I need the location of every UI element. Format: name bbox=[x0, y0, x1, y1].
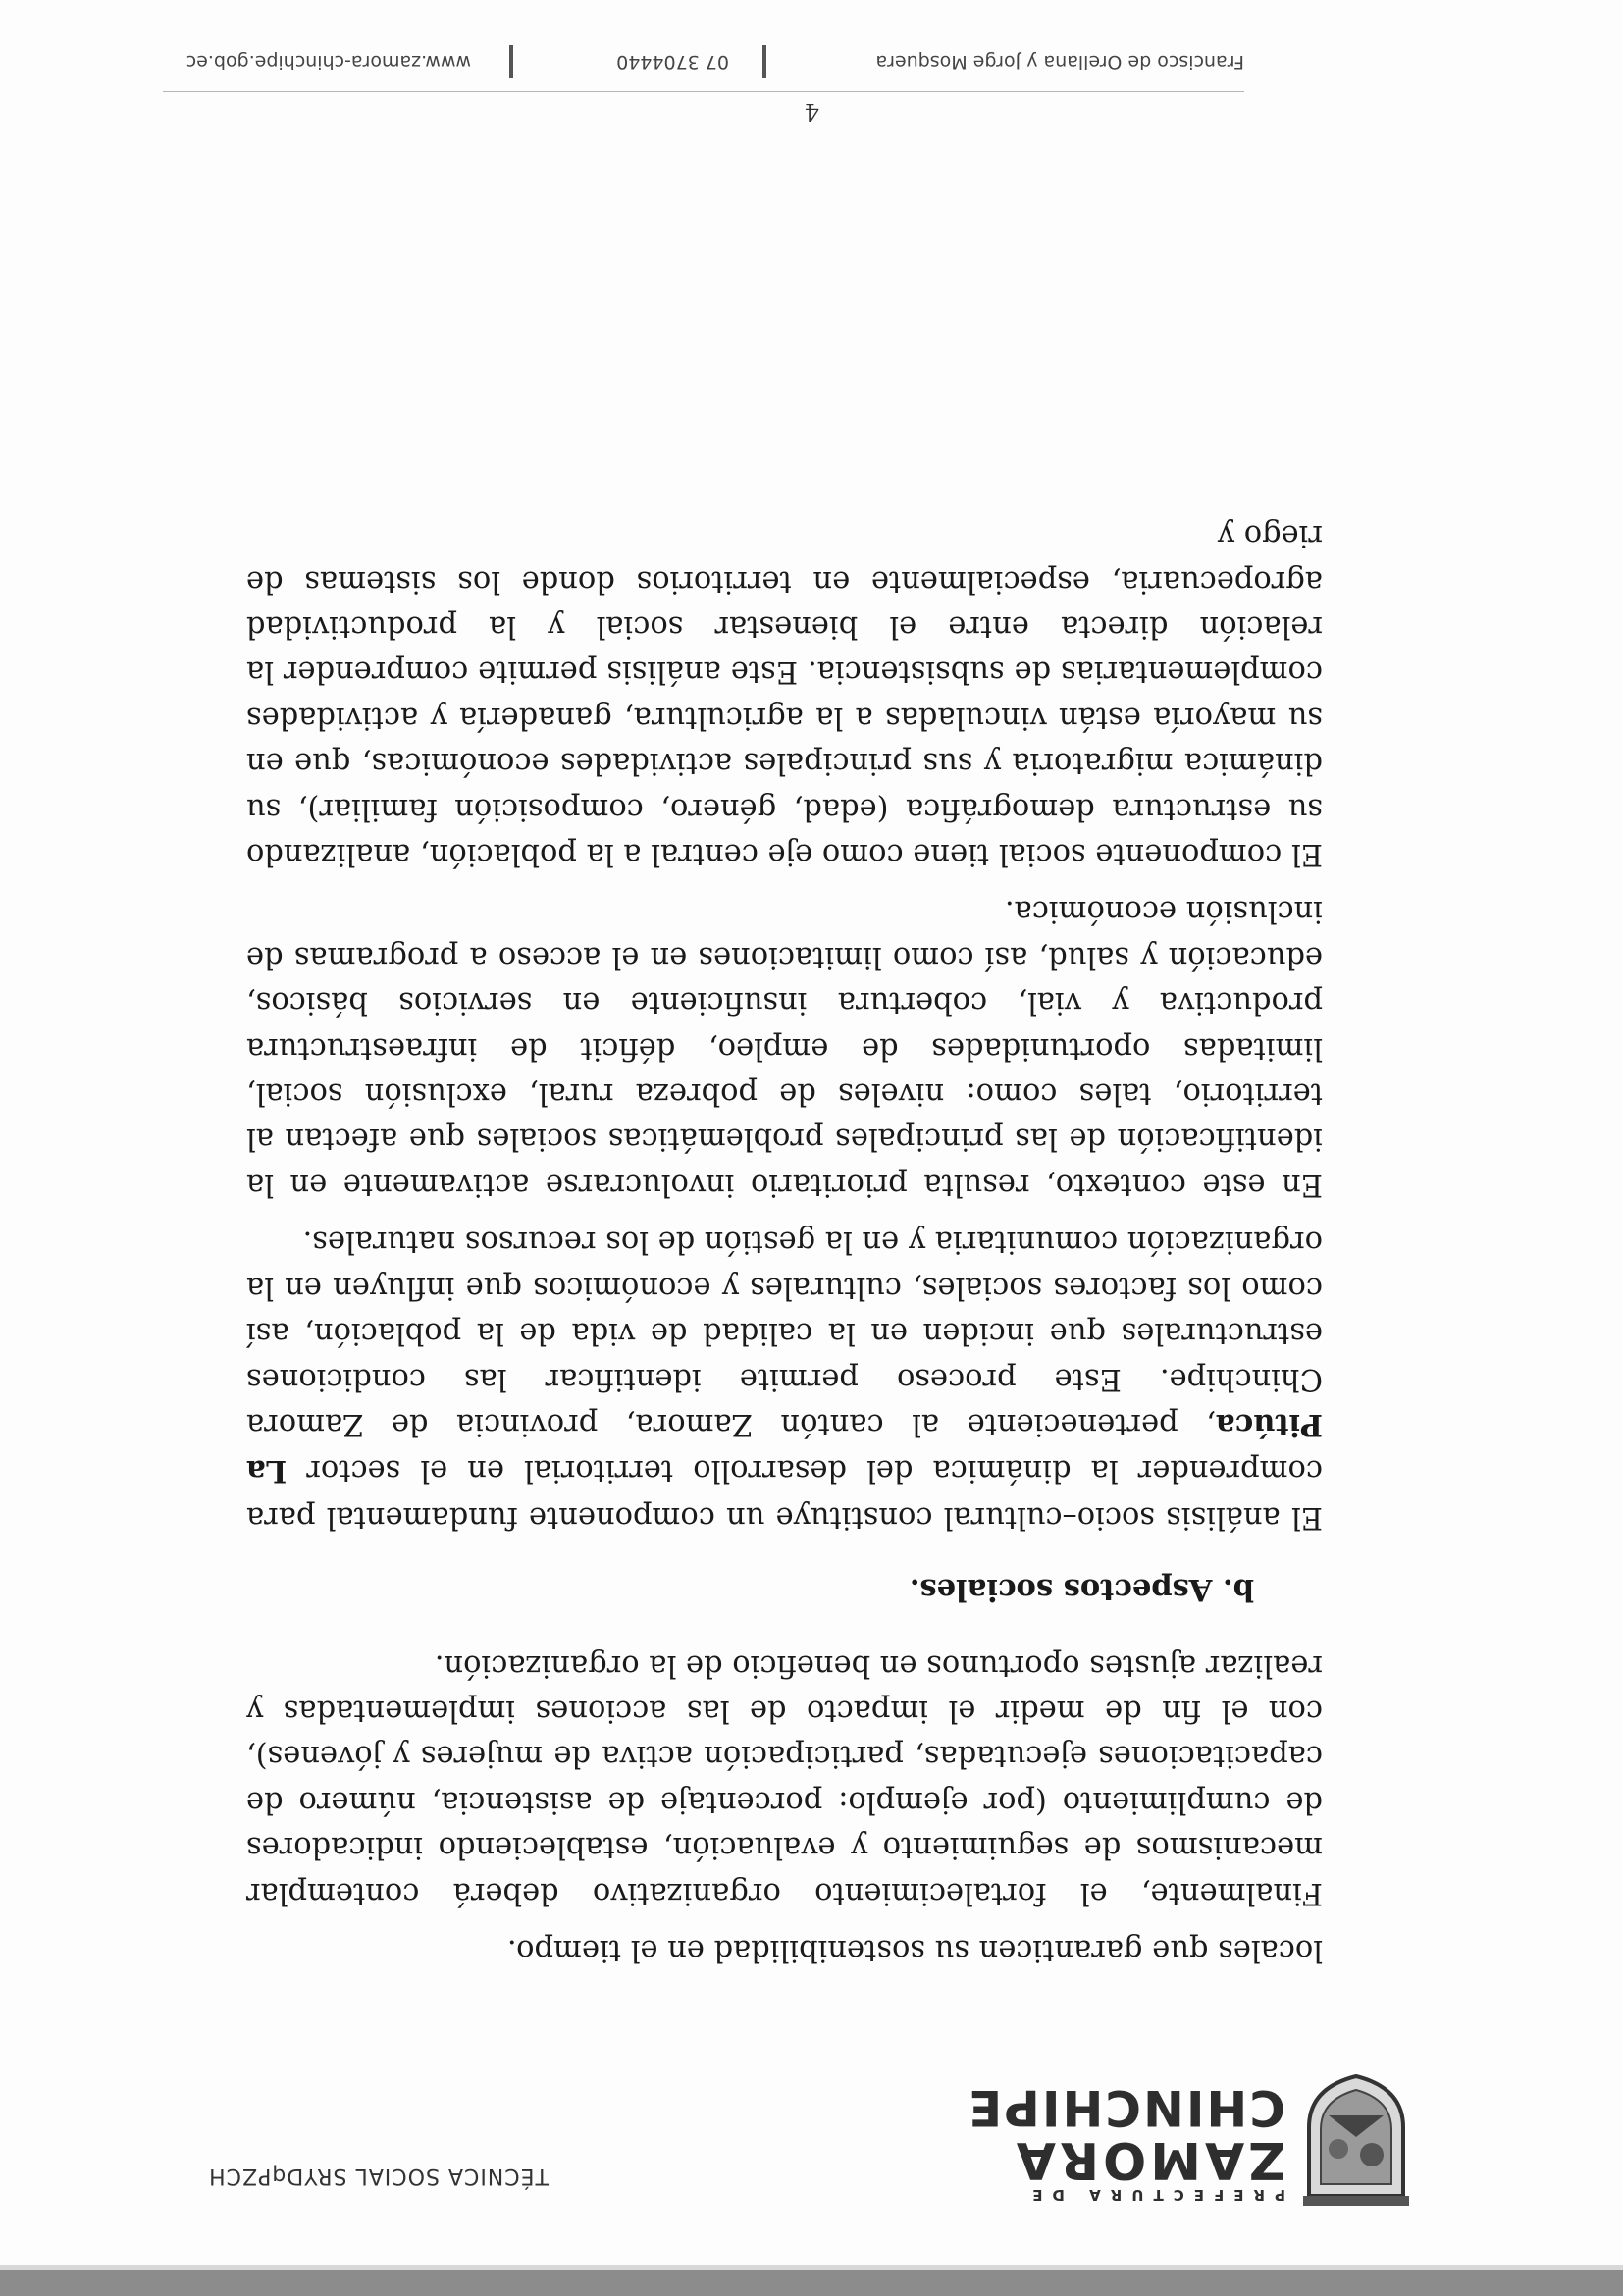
footer-website: www.zamora-chinchipe.gob.ec bbox=[185, 51, 471, 73]
paragraph-componente: El componente social tiene como eje central a la población, analizando su estructura demográfica (edad, género, composición familiar), su dinámica migratoria y sus principales actividades económicas, que en su mayoría están vinculadas a la agricultura, ganadería y actividades complementarias de subsistencia. Este análisis permite comprender la relación directa entre el bienestar social y la productividad agropecuaria, especialmente en territorios donde los sistemas de riego y bbox=[246, 518, 1323, 872]
footer bbox=[163, 39, 1244, 78]
document-body bbox=[246, 500, 1323, 1972]
section-heading: b. Aspectos sociales. bbox=[909, 1572, 1254, 1608]
logo-line-chinchipe: CHINCHIPE bbox=[967, 2079, 1285, 2136]
prefectura-logo bbox=[952, 2066, 1413, 2214]
logo-line-prefectura: PREFECTURA DE bbox=[1022, 2186, 1285, 2204]
footer-address: Francisco de Orellana y Jorge Mosquera bbox=[875, 51, 1244, 73]
logo-text bbox=[952, 2079, 1285, 2204]
paragraph-contexto: En este contexto, resulta prioritario involucrarse activamente en la identificación de las principales problemáticas sociales que afectan al territorio, tales como: niveles de pobreza rural, exclusión social, limitadas oportunidades de empleo, déficit de infraestructura productiva y vial, cobertura insuficiente en servicios básicos, educación y salud, así como limitaciones en el acceso a programas de inclusión económica. bbox=[246, 894, 1323, 1202]
coat-of-arms-icon bbox=[1299, 2072, 1413, 2206]
paragraph-analisis-part1: El análisis socio–cultural constituye un componente fundamental para comprender la dinámica del desarrollo territorial en el sector bbox=[246, 1453, 1323, 1535]
footer-separator bbox=[762, 45, 766, 78]
footer-phone: 07 3704440 bbox=[616, 51, 729, 73]
paragraph-continuation: locales que garanticen su sostenibilidad en el tiempo. bbox=[506, 1933, 1323, 1967]
footer-divider bbox=[163, 91, 1244, 92]
page-number: 4 bbox=[804, 98, 819, 126]
header-bar bbox=[0, 2270, 1623, 2296]
header-bar-shadow bbox=[0, 2265, 1623, 2270]
paragraph-analisis-part2: , perteneciente al cantón Zamora, provincia de Zamora Chinchipe. Este proceso permite identificar las condiciones estructurales que inciden en la calidad de vida de la población, así como los factores sociales, culturales y económicos que influyen en la organización comunitaria y en la gestión de los recursos naturales. bbox=[246, 1225, 1323, 1441]
place-name-bold: La Pitúca bbox=[246, 1406, 1323, 1489]
logo-line-zamora: ZAMORA bbox=[1012, 2130, 1285, 2189]
paragraph-analisis bbox=[246, 1219, 1323, 1539]
paragraph-finalmente: Finalmente, el fortalecimiento organizativo deberá contemplar mecanismos de seguimiento y evaluación, estableciendo indicadores de cumplimiento (por ejemplo: porcentaje de asistencia, número de capacitaciones ejecutadas, participación activa de mujeres y jóvenes), con el fin de medir el impacto de las acciones implementadas y realizar ajustes oportunos en beneficio de la organización. bbox=[246, 1647, 1323, 1910]
handwritten-note: TÉCNICA SOCIAL SRYDqPZCH bbox=[208, 2164, 549, 2188]
footer-separator bbox=[509, 45, 513, 78]
